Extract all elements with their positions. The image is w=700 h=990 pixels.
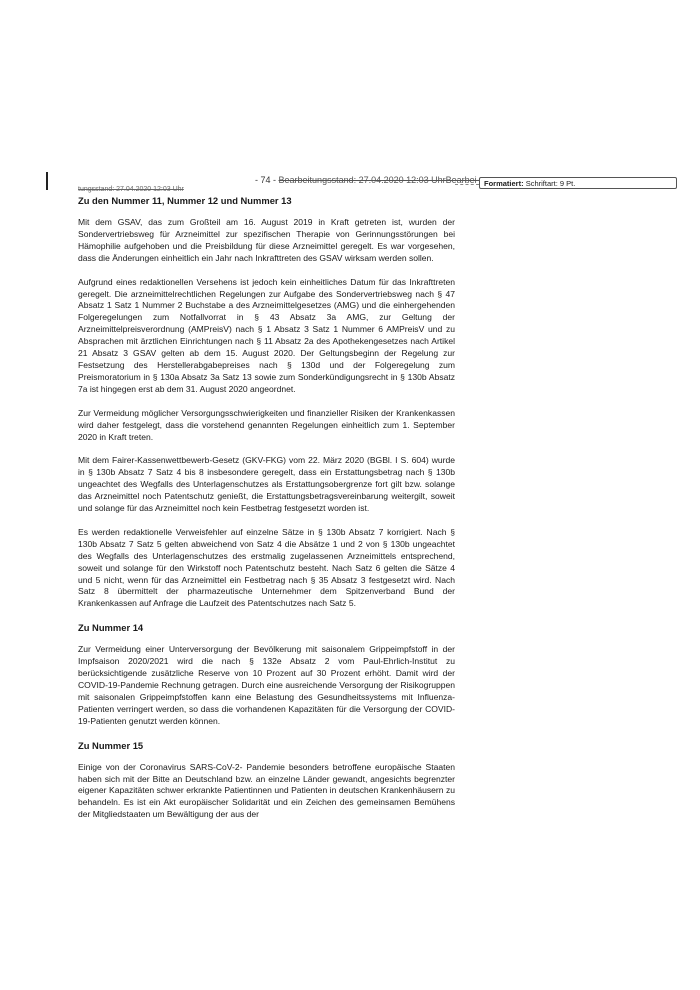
comment-connector xyxy=(455,184,479,185)
document-body xyxy=(78,195,455,833)
change-bar xyxy=(46,172,48,190)
paragraph: Mit dem Fairer-Kassenwettbewerb-Gesetz (GKV-FKG) vom 22. März 2020 (BGBl. I S. 604) wurde in § 130b Absatz 7 Satz 4 bis 8 insbesondere geregelt, dass ein Erstattungsbetrag nach § 130b ungeachtet des Wegfalls des Unterlagenschutzes als Erstattungsobergrenze fort gilt bzw. solange das Arzneimittel noch Patentschutz genießt, die Erstattungsbetragsvereinbarung weitergilt, soweit und solange für das Arzneimittel noch kein Festbetrag festgesetzt worden ist. xyxy=(78,455,455,514)
paragraph: Einige von der Coronavirus SARS-CoV-2- Pandemie besonders betroffene europäische Staaten haben sich mit der Bitte an Deutschland bzw. an einzelne Länder gewandt, angesichts begrenzter eigener Kapazitäten schwer erkrankte Patientinnen und Patienten in deutschen Krankenhäusern zu behandeln. Es ist ein Akt europäischer Solidarität und ein Zeichen des gemeinsamen Bemühens der Mitgliedstaaten um Bewältigung der aus der xyxy=(78,761,455,820)
paragraph: Aufgrund eines redaktionellen Versehens ist jedoch kein einheitliches Datum für das Inkrafttreten geregelt. Die arzneimittelrechtlichen Regelungen zur Aufgabe des Sondervertriebsweg nach § 47 Absatz 1 Satz 1 Nummer 2 Buchstabe a des Arzneimittelgesetzes (AMG) und die einhergehenden Folgeregelungen zum Notfallvorrat in § 43 Absatz 3a AMG, zur Geltung der Arzneimittelpreisverordnung (AMPreisV) nach § 1 Absatz 3 Satz 1 Nummer 6 AMPreisV und zu Absprachen mit ärztlichen Einrichtungen nach § 11 Absatz 2a des Apothekengesetzes nach Artikel 21 Absatz 3 GSAV gelten ab dem 15. August 2020. Der Geltungsbeginn der Regelung zur Festsetzung des Herstellerabgabepreises nach § 130d und der Folgeregelung zum Preismoratorium in § 130a Absatz 3a Satz 13 sowie zum Sonderkündigungsrecht in § 130b Absatz 7a ist hingegen erst ab dem 31. August 2020 angeordnet. xyxy=(78,276,455,394)
comment-label: Formatiert: xyxy=(484,179,524,188)
deleted-revision-stamp: Bearbeitungsstand: 27.04.2020 12:03 UhrBearbei- xyxy=(278,175,480,185)
paragraph: Zur Vermeidung einer Unterversorgung der Bevölkerung mit saisonalem Grippeimpfstoff in der Impfsaison 2020/2021 wird die nach § 132e Absatz 2 vom Paul-Ehrlich-Institut zu berücksichtigende zusätzliche Reserve von 10 Prozent auf 30 Prozent erhöht. Damit wird der COVID-19-Pandemie Rechnung getragen. Durch eine ausreichende Versorgung der Risikogruppen mit saisonalen Grippeimpfstoffen kann eine Belastung des Gesundheitssystems mit Influenza-Patienten verringert werden, so dass die vorhandenen Kapazitäten für die Versorgung der COVID-19-Patienten genutzt werden können. xyxy=(78,644,455,726)
paragraph: Zur Vermeidung möglicher Versorgungsschwierigkeiten und finanzieller Risiken der Krankenkassen wird daher festgelegt, dass die vorstehend genannten Regelungen einheitlich zum 1. September 2020 in Kraft treten. xyxy=(78,407,455,442)
section-heading: Zu Nummer 15 xyxy=(78,739,144,751)
comment-value: Schriftart: 9 Pt. xyxy=(525,179,576,188)
section-heading: Zu Nummer 14 xyxy=(78,622,144,634)
format-comment-balloon[interactable] xyxy=(479,177,677,189)
deleted-revision-stamp-continued: tungsstand: 27.04.2020 12:03 Uhr xyxy=(78,186,184,193)
page-number: - 74 - xyxy=(255,175,277,185)
section-heading: Zu den Nummer 11, Nummer 12 und Nummer 13 xyxy=(78,195,292,206)
paragraph: Mit dem GSAV, das zum Großteil am 16. August 2019 in Kraft getreten ist, wurden der Sondervertriebsweg für Arzneimittel zur spezifischen Therapie von Gerinnungsstörungen bei Hämophilie aufgehoben und die Preisbildung für diese Arzneimittel geregelt. Es war vorgesehen, dass die Änderungen einheitlich ein Jahr nach Inkrafttreten des GSAV wirksam werden sollen. xyxy=(78,217,455,263)
page-header xyxy=(255,175,480,185)
paragraph: Es werden redaktionelle Verweisfehler auf einzelne Sätze in § 130b Absatz 7 korrigiert. Nach § 130b Absatz 7 Satz 5 gelten abweichend von Satz 4 die Absätze 1 und 2 von § 130b ungeachtet des Wegfalls des Unterlagenschutzes des erstmalig zugelassenen Arzneimittels entsprechend, soweit und solange für den Wirkstoff noch Patentschutz besteht. Nach Satz 6 gelten die Sätze 4 und 5 nicht, wenn für das Arzneimittel ein Festbetrag nach § 35 Absatz 3 festgesetzt wird. Nach Satz 8 übermittelt der pharmazeutische Unternehmer dem Spitzenverband Bund der Krankenkassen auf Anfrage die Laufzeit des Patentschutzes nach Satz 5. xyxy=(78,526,455,609)
